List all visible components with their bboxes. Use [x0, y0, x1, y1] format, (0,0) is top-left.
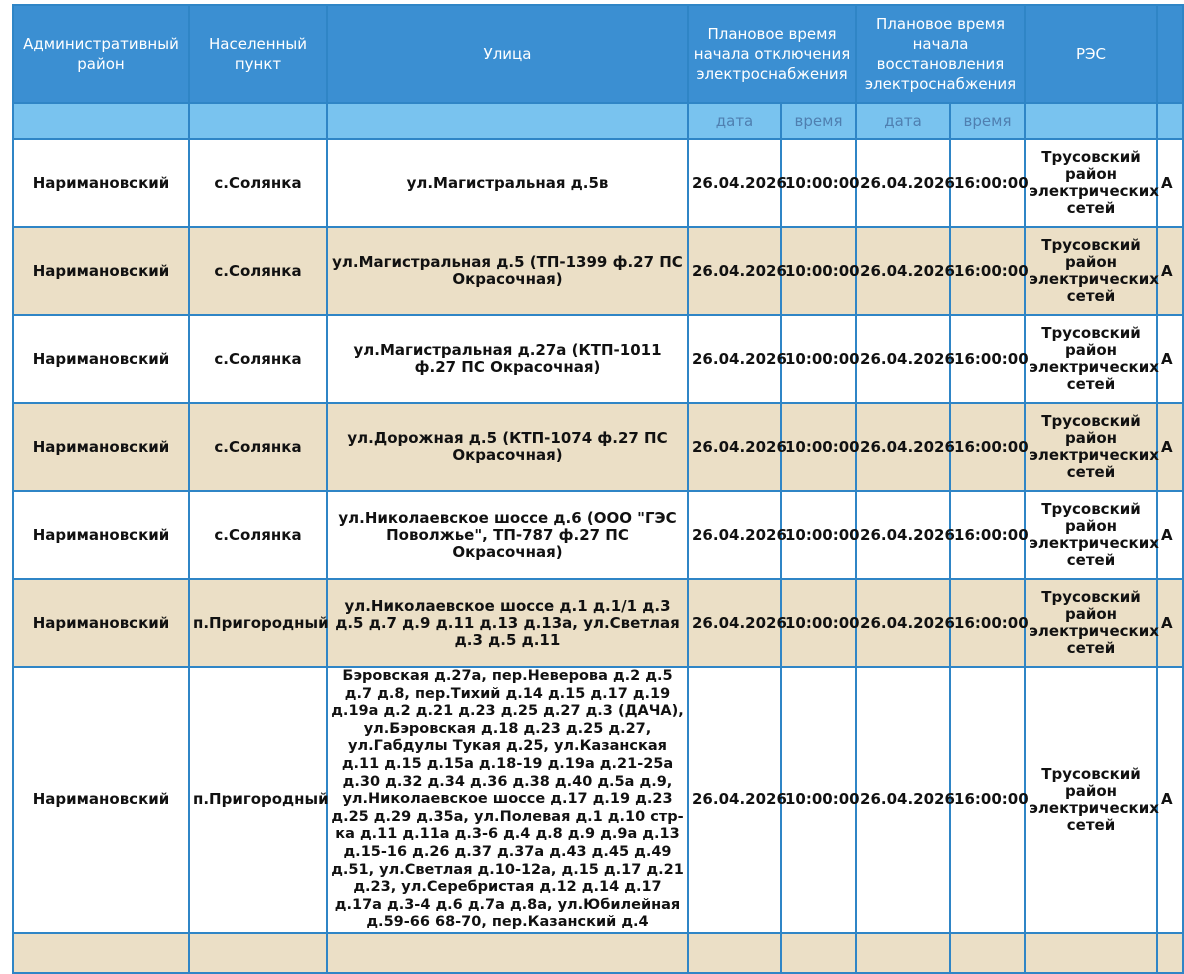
cell-on-time: 16:00:00	[950, 403, 1025, 491]
cell-off-date: 26.04.2026	[688, 315, 781, 403]
cell-off-date: 26.04.2026	[688, 579, 781, 667]
cell-settlement: с.Солянка	[189, 491, 327, 579]
subheader-empty	[327, 103, 688, 139]
cell-res: Трусовский район электрических сетей	[1025, 139, 1157, 227]
cell-tail: А	[1157, 667, 1183, 933]
cell-empty	[950, 933, 1025, 973]
cell-district: Наримановский	[13, 579, 189, 667]
cell-tail: А	[1157, 315, 1183, 403]
subheader-empty	[1157, 103, 1183, 139]
table-row	[13, 139, 1183, 227]
cell-off-date: 26.04.2026	[688, 139, 781, 227]
header-row	[13, 5, 1183, 103]
cell-district: Наримановский	[13, 139, 189, 227]
cell-tail: А	[1157, 403, 1183, 491]
cell-district: Наримановский	[13, 315, 189, 403]
cell-off-time: 10:00:00	[781, 227, 856, 315]
cell-settlement: с.Солянка	[189, 139, 327, 227]
header-res: РЭС	[1025, 5, 1157, 103]
cell-tail: А	[1157, 491, 1183, 579]
cell-on-date: 26.04.2026	[856, 315, 950, 403]
cell-tail: А	[1157, 579, 1183, 667]
header-restore-time: Плановое время начала восстановления электроснабжения	[856, 5, 1025, 103]
header-district: Административный район	[13, 5, 189, 103]
subheader-on-time: время	[950, 103, 1025, 139]
cell-street: Бэровская д.27а, пер.Неверова д.2 д.5 д.7 д.8, пер.Тихий д.14 д.15 д.17 д.19 д.19а д.2 д.21 д.23 д.25 д.27 д.3 (ДАЧА), ул.Бэровская д.18 д.23 д.25 д.27, ул.Габдулы Тукая д.25, ул.Казанская д.11 д.15 д.15а д.18-19 д.19а д.21-25а д.30 д.32 д.34 д.36 д.38 д.40 д.5а д.9, ул.Николаевское шоссе д.17 д.19 д.23 д.25 д.29 д.35а, ул.Полевая д.1 д.10 стр-ка д.11 д.11а д.3-6 д.4 д.8 д.9 д.9а д.13 д.15-16 д.26 д.37 д.37а д.43 д.45 д.49 д.51, ул.Светлая д.10-12а, д.15 д.17 д.21 д.23, ул.Серебристая д.12 д.14 д.17 д.17а д.3-4 д.6 д.7а д.8а, ул.Юбилейная д.59-66 68-70, пер.Казанский д.4	[327, 667, 688, 933]
cell-off-date: 26.04.2026	[688, 667, 781, 933]
cell-on-date: 26.04.2026	[856, 579, 950, 667]
cell-res: Трусовский район электрических сетей	[1025, 491, 1157, 579]
cell-on-time: 16:00:00	[950, 667, 1025, 933]
subheader-empty	[189, 103, 327, 139]
cell-street: ул.Магистральная д.5 (ТП-1399 ф.27 ПС Окрасочная)	[327, 227, 688, 315]
cell-street: ул.Магистральная д.27а (КТП-1011 ф.27 ПС Окрасочная)	[327, 315, 688, 403]
header-settlement: Населенный пункт	[189, 5, 327, 103]
table-row	[13, 315, 1183, 403]
cell-district: Наримановский	[13, 403, 189, 491]
header-off-time: Плановое время начала отключения электроснабжения	[688, 5, 856, 103]
cell-off-date: 26.04.2026	[688, 227, 781, 315]
cell-off-date: 26.04.2026	[688, 403, 781, 491]
cell-settlement: с.Солянка	[189, 315, 327, 403]
cell-empty	[13, 933, 189, 973]
cell-res: Трусовский район электрических сетей	[1025, 227, 1157, 315]
cell-on-time: 16:00:00	[950, 139, 1025, 227]
cell-district: Наримановский	[13, 667, 189, 933]
cell-on-date: 26.04.2026	[856, 667, 950, 933]
cell-empty	[688, 933, 781, 973]
subheader-empty	[1025, 103, 1157, 139]
cell-on-date: 26.04.2026	[856, 139, 950, 227]
cell-off-time: 10:00:00	[781, 315, 856, 403]
cell-off-time: 10:00:00	[781, 579, 856, 667]
cell-settlement: п.Пригородный	[189, 579, 327, 667]
cell-on-time: 16:00:00	[950, 315, 1025, 403]
subheader-off-date: дата	[688, 103, 781, 139]
table-row	[13, 579, 1183, 667]
table-row	[13, 227, 1183, 315]
header-street: Улица	[327, 5, 688, 103]
cell-district: Наримановский	[13, 227, 189, 315]
cell-res: Трусовский район электрических сетей	[1025, 667, 1157, 933]
cell-tail: А	[1157, 139, 1183, 227]
outage-table	[12, 4, 1184, 974]
cell-street: ул.Николаевское шоссе д.1 д.1/1 д.3 д.5 д.7 д.9 д.11 д.13 д.13а, ул.Светлая д.3 д.5 д.11	[327, 579, 688, 667]
cell-off-time: 10:00:00	[781, 139, 856, 227]
table-row	[13, 491, 1183, 579]
subheader-row	[13, 103, 1183, 139]
subheader-on-date: дата	[856, 103, 950, 139]
cell-on-time: 16:00:00	[950, 491, 1025, 579]
cell-on-time: 16:00:00	[950, 579, 1025, 667]
cell-empty	[1025, 933, 1157, 973]
cell-on-date: 26.04.2026	[856, 491, 950, 579]
cell-empty	[327, 933, 688, 973]
cell-off-time: 10:00:00	[781, 403, 856, 491]
cell-off-date: 26.04.2026	[688, 491, 781, 579]
table-row	[13, 933, 1183, 973]
cell-district: Наримановский	[13, 491, 189, 579]
cell-settlement: с.Солянка	[189, 403, 327, 491]
cell-settlement: п.Пригородный	[189, 667, 327, 933]
cell-street: ул.Магистральная д.5в	[327, 139, 688, 227]
cell-on-time: 16:00:00	[950, 227, 1025, 315]
cell-empty	[781, 933, 856, 973]
header-tail	[1157, 5, 1183, 103]
cell-tail: А	[1157, 227, 1183, 315]
cell-street: ул.Дорожная д.5 (КТП-1074 ф.27 ПС Окрасочная)	[327, 403, 688, 491]
cell-res: Трусовский район электрических сетей	[1025, 403, 1157, 491]
cell-res: Трусовский район электрических сетей	[1025, 579, 1157, 667]
cell-street: ул.Николаевское шоссе д.6 (ООО "ГЭС Поволжье", ТП-787 ф.27 ПС Окрасочная)	[327, 491, 688, 579]
cell-empty	[856, 933, 950, 973]
cell-on-date: 26.04.2026	[856, 227, 950, 315]
table-row	[13, 667, 1183, 933]
cell-empty	[189, 933, 327, 973]
cell-off-time: 10:00:00	[781, 667, 856, 933]
subheader-off-time: время	[781, 103, 856, 139]
cell-res: Трусовский район электрических сетей	[1025, 315, 1157, 403]
cell-empty	[1157, 933, 1183, 973]
subheader-empty	[13, 103, 189, 139]
cell-on-date: 26.04.2026	[856, 403, 950, 491]
table-row	[13, 403, 1183, 491]
cell-settlement: с.Солянка	[189, 227, 327, 315]
cell-off-time: 10:00:00	[781, 491, 856, 579]
